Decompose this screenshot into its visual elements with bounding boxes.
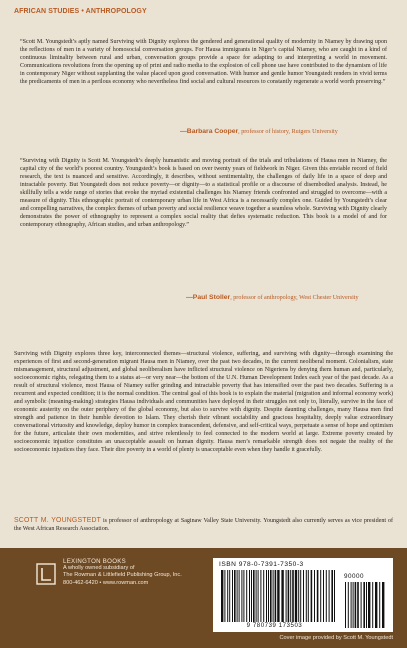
publisher-info (63, 558, 182, 587)
barcode-digits: 9 780739 173503 (246, 623, 303, 629)
blurb-stoller-attribution (186, 294, 359, 301)
publisher-line-3: 800-462-6420 • www.rowman.com (63, 579, 149, 586)
blurb-stoller (20, 157, 387, 229)
book-description: Surviving with Dignity explores three key, interconnected themes—structural violence, suffering, and surviving with dignity—through examining the experiences of first and second-generation migrant Hausa men in Niamey, over the past two decades, in the current neoliberal moment. Colonialism, state mismanagement, structural adjustment, and global neoliberalism have inflicted structural violence on Nigeriens by denying them human and, particularly, socioeconomic rights, relegating them to a status at—or very near—the bottom of the U.N. Human Development Index each year of the past decade. As a result of structural violence, most Hausa of Niamey suffer grinding and intractable poverty that has intensified over the past two decades. Suffering is a recurrent and expected condition; it is the normal condition. The central goal of this book is to explain the material (migration and informal economy work) and symbolic (meaning-making) strategies Hausa individuals and communities have deployed in their struggles not only to, literally, survive in the face of economic austerity on the outer periphery of the global economy, but also to survive with dignity. Despite daunting challenges, many Hausa men find strength and patience in their humble devotion to Islam. They cherish their vibrant sociability and gracious hospitality, deeply value extraordinary conversational virtuosity and knowledge, deploy humor in complex transcendent, defensive, and self-critical ways, perpetuate a sense of hope and optimism for the future, articulate their own modernities, and strive relentlessly to feel connected to the modern world at large. Extreme poverty created by socioeconomic injustice constitutes an unacceptable assault on human dignity. Hausa men’s remarkable strength does not negate the reality of the socioeconomic injustices they face. Their dire poverty in a world of plenty is unacceptable even when they handle it gracefully. (14, 351, 393, 453)
blurb-cooper-text: “Scott M. Youngstedt’s aptly named Surviving with Dignity explores the gendered and generational quality of modernity in Niamey by drawing upon the reflections of men in a variety of homosocial conversation groups. For Hausa immigrants in Niger’s capital Niamey, who are caught in a kind of continuous liminality between rural and urban, conversation groups provide a space for adapting to and interpreting a world in movement. Communications revolutions from the opening up of print and radio media to the explosion of cell phone use have contributed to the dynamism of life in contemporary Niger without supplanting the value placed upon good conversation. With humor and gentle humor Youngstedt renders in vivid terms the predicaments of men in a perilous economy who nevertheless find social and cultural resources to constantly regenerate a world worth preserving.” (20, 39, 387, 85)
isbn-label: ISBN 978-0-7391-7350-3 (219, 561, 304, 568)
blurb-stoller-affiliation: , professor of anthropology, West Chester University (230, 295, 359, 301)
blurb-cooper-name: —Barbara Cooper (180, 128, 239, 135)
blurb-stoller-name: —Paul Stoller (186, 294, 231, 301)
category-label: AFRICAN STUDIES • ANTHROPOLOGY (14, 8, 147, 15)
blurb-stoller-text: “Surviving with Dignity is Scott M. Youngstedt’s deeply humanistic and moving portrait of the trials and tribulations of Hausa men in Niamey, the capital city of the world’s poorest country. Youngstedt’s book is based on over twenty years of fieldwork in Niger. Given this enviable record of field research, the text is nuanced and sensitive. Accordingly, it describes, without sentimentality, the challenges of daily life in a space of deep and intractable poverty. But Youngstedt does not reduce poverty—or dignity—to a statistical profile or a discourse of disembodied analysis. Instead, he skillfully tells a wide range of stories that evoke the myriad existential challenges his Niamey friends confronted and struggled to overcome—with a measure of dignity. This ethnographic portrait of contemporary urban life in West Africa is a necessarily complex one. Guided by Youngstedt’s clear and compelling narratives, the complex themes of urban poverty and social resilience weave together a seamless whole. Surviving with Dignity clearly demonstrates the power of ethnography to represent a complex social reality that defies systematic reduction. This book is a model of and for contemporary ethnography, African studies, and urban anthropology.” (20, 158, 387, 228)
barcode-icon (213, 558, 393, 632)
blurb-cooper (20, 38, 387, 86)
cover-credit: Cover image provided by Scott M. Youngstedt (279, 635, 393, 641)
author-bio (14, 517, 393, 533)
author-bio-text: is professor of anthropology at Saginaw Valley State University. Youngstedt also currently serves as vice president of the West African Research Association. (14, 518, 393, 532)
publisher-line-1: A wholly owned subsidiary of (63, 565, 135, 572)
lexington-logo-icon (36, 563, 56, 585)
author-name: SCOTT M. YOUNGSTEDT (14, 517, 102, 524)
blurb-cooper-attribution (180, 128, 338, 135)
barcode-box (213, 558, 393, 632)
blurb-cooper-affiliation: , professor of history, Rutgers University (238, 129, 338, 135)
publisher-line-2: The Rowman & Littlefield Publishing Group, Inc. (63, 572, 182, 579)
price-code: 90000 (344, 573, 365, 580)
publisher-name: LEXINGTON BOOKS (63, 558, 126, 565)
